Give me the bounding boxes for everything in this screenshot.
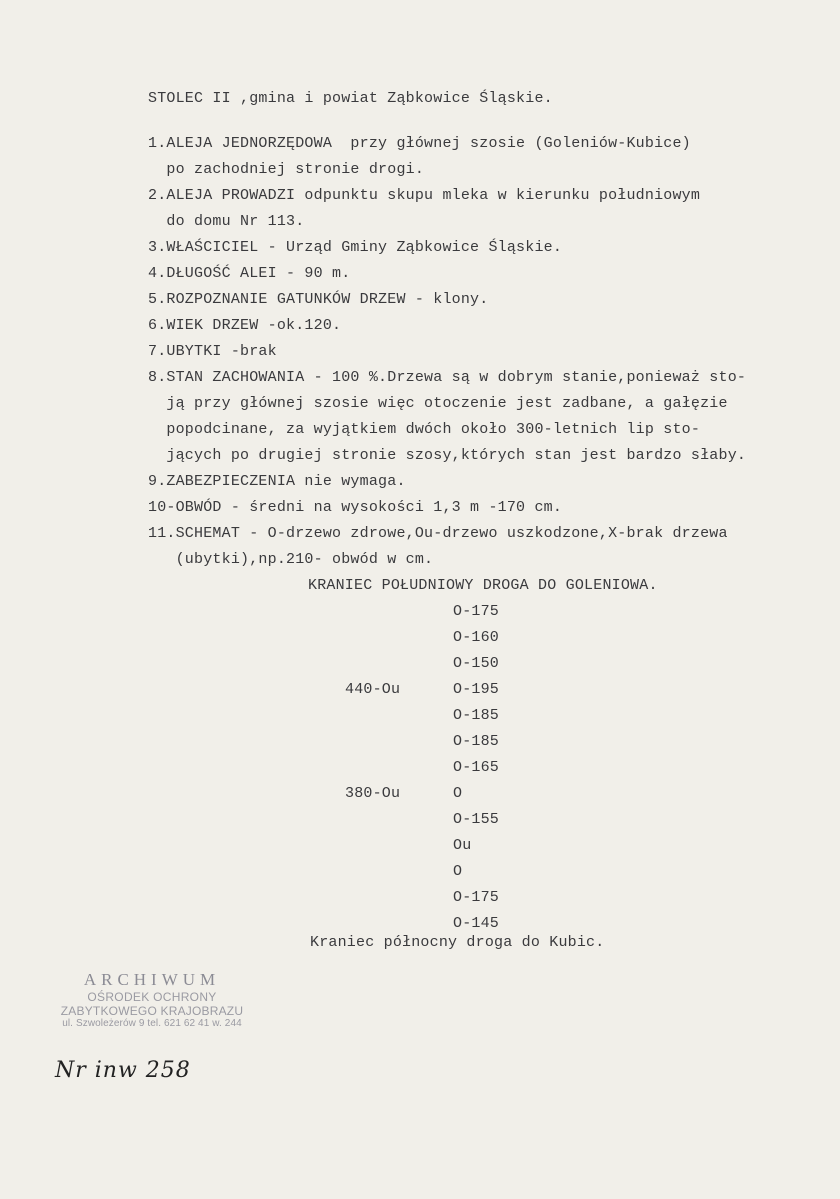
- tree-1: O-175: [453, 603, 500, 620]
- item-1-line-1: 1.ALEJA JEDNORZĘDOWA przy głównej szosie (Goleniów-Kubice): [148, 135, 691, 152]
- item-3: 3.WŁAŚCICIEL - Urząd Gminy Ząbkowice Śląskie.: [148, 239, 563, 256]
- stamp-line-4: ul. Szwoleżerów 9 tel. 621 62 41 w. 244: [62, 1018, 242, 1029]
- item-8-line-3: popodcinane, za wyjątkiem dwóch około 300-letnich lip sto-: [148, 421, 701, 438]
- item-9: 9.ZABEZPIECZENIA nie wymaga.: [148, 473, 406, 490]
- tree-8: O: [453, 785, 463, 802]
- stamp-line-3: ZABYTKOWEGO KRAJOBRAZU: [60, 1004, 244, 1018]
- item-5: 5.ROZPOZNANIE GATUNKÓW DRZEW - klony.: [148, 291, 489, 308]
- document-title: STOLEC II ,gmina i powiat Ząbkowice Śląskie.: [148, 90, 553, 107]
- item-6: 6.WIEK DRZEW -ok.120.: [148, 317, 342, 334]
- tree-10: Ou: [453, 837, 472, 854]
- item-10: 10-OBWÓD - średni na wysokości 1,3 m -170 cm.: [148, 499, 563, 516]
- tree-4: O-195: [453, 681, 500, 698]
- tree-left-380: 380-Ou: [345, 785, 401, 802]
- stamp-line-2: OŚRODEK OCHRONY: [87, 990, 217, 1004]
- stamp-line-1: ARCHIWUM: [83, 970, 221, 989]
- item-8-line-2: ją przy głównej szosie więc otoczenie jest zadbane, a gałęzie: [148, 395, 728, 412]
- item-4: 4.DŁUGOŚĆ ALEI - 90 m.: [148, 265, 351, 282]
- handwritten-inventory-number: Nr inw 258: [55, 1058, 191, 1083]
- tree-9: O-155: [453, 811, 500, 828]
- item-1-line-2: po zachodniej stronie drogi.: [148, 161, 425, 178]
- item-8-line-4: jących po drugiej stronie szosy,których stan jest bardzo słaby.: [148, 447, 747, 464]
- tree-13: O-145: [453, 915, 500, 932]
- tree-left-440: 440-Ou: [345, 681, 401, 698]
- item-11-line-2: (ubytki),np.210- obwód w cm.: [148, 551, 434, 568]
- tree-11: O: [453, 863, 463, 880]
- tree-7: O-165: [453, 759, 500, 776]
- schema-north-end: Kraniec północny droga do Kubic.: [310, 934, 605, 951]
- tree-12: O-175: [453, 889, 500, 906]
- tree-2: O-160: [453, 629, 500, 646]
- tree-6: O-185: [453, 733, 500, 750]
- item-7: 7.UBYTKI -brak: [148, 343, 277, 360]
- item-2-line-1: 2.ALEJA PROWADZI odpunktu skupu mleka w kierunku południowym: [148, 187, 701, 204]
- item-2-line-2: do domu Nr 113.: [148, 213, 305, 230]
- item-8-line-1: 8.STAN ZACHOWANIA - 100 %.Drzewa są w dobrym stanie,ponieważ sto-: [148, 369, 747, 386]
- schema-south-end: KRANIEC POŁUDNIOWY DROGA DO GOLENIOWA.: [308, 577, 658, 594]
- tree-3: O-150: [453, 655, 500, 672]
- tree-5: O-185: [453, 707, 500, 724]
- archive-stamp: [52, 970, 252, 1029]
- item-11-line-1: 11.SCHEMAT - O-drzewo zdrowe,Ou-drzewo uszkodzone,X-brak drzewa: [148, 525, 728, 542]
